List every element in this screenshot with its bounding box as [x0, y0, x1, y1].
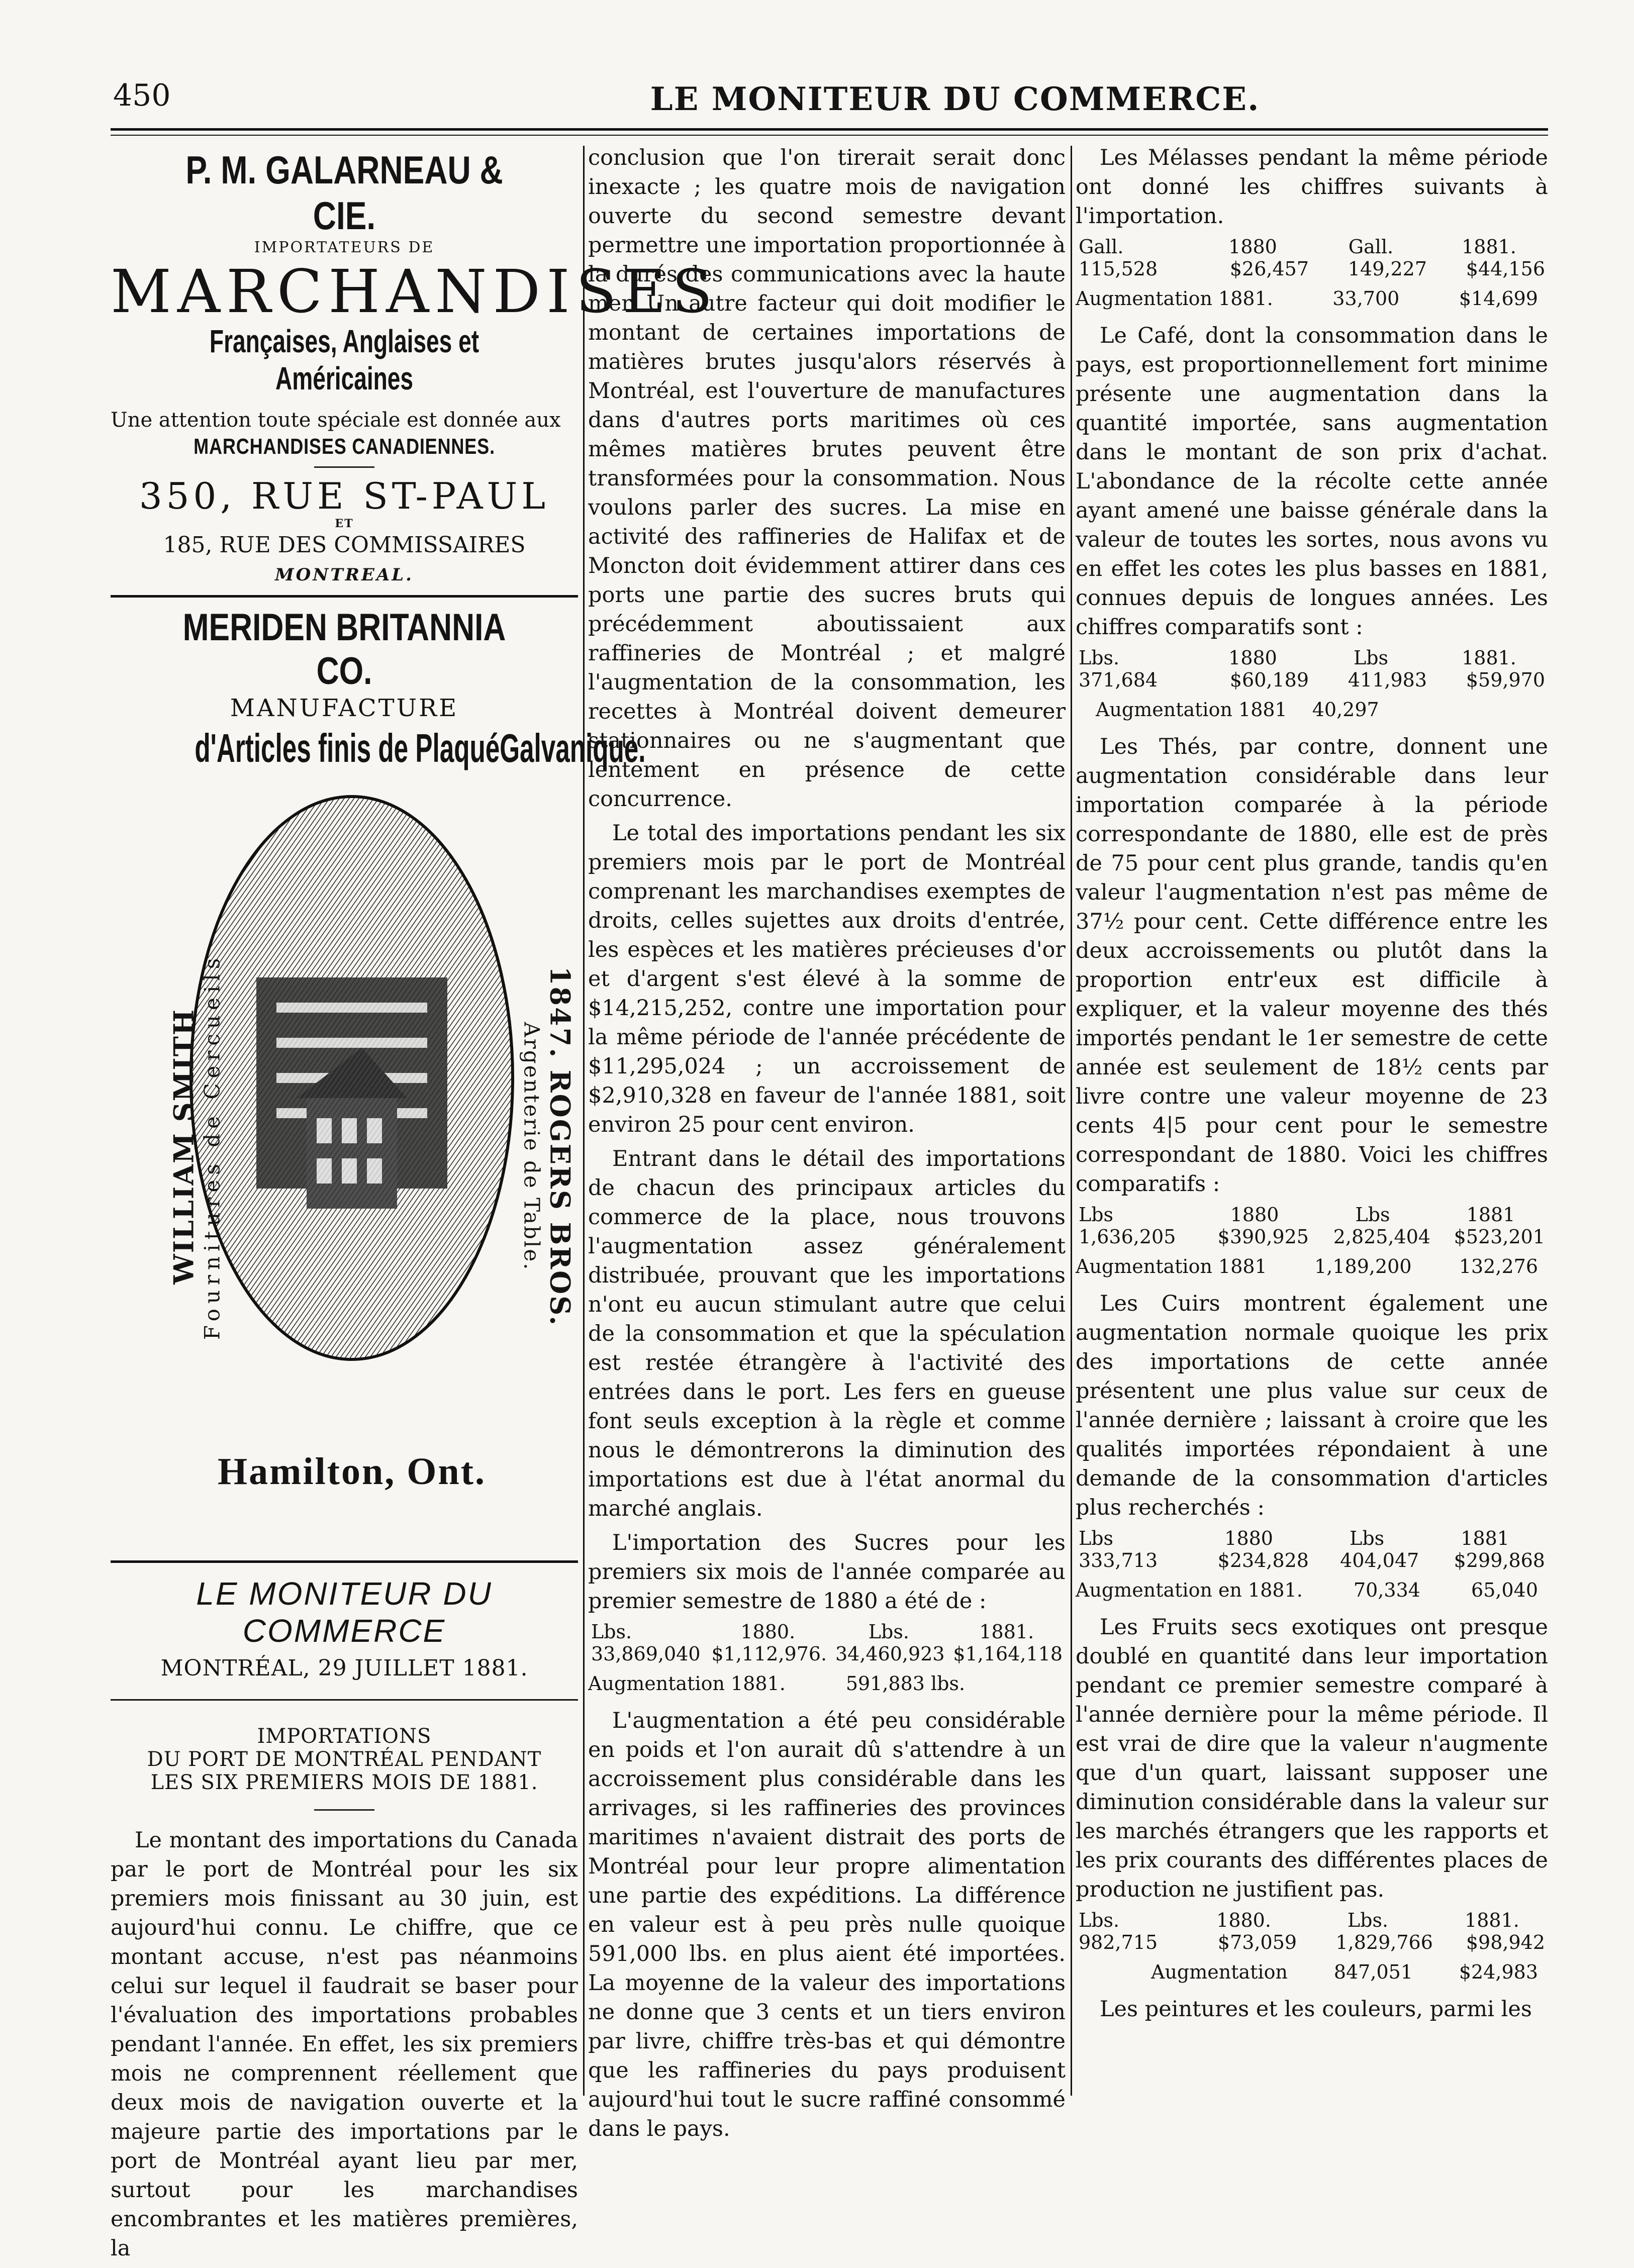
page-number: 450	[113, 78, 171, 113]
column-3	[1076, 143, 1548, 2029]
galarneau-ad	[111, 147, 719, 598]
attention-text: Une attention toute spéciale est donnée aux	[111, 409, 561, 432]
table-cell: 1880.	[1216, 1909, 1271, 1931]
table-row	[1076, 669, 1548, 691]
sugar-augmentation	[588, 1669, 1066, 1698]
table-cell: $98,942	[1466, 1931, 1545, 1953]
rogers-side	[520, 845, 576, 1448]
table-row	[1076, 1226, 1548, 1248]
table-cell: 1880	[1228, 236, 1277, 258]
table-cell: 33,869,040	[591, 1643, 701, 1665]
paragraph: Les Thés, par contre, donnent une augmentation considérable dans leur importation comparée à la période correspondante de 1880, elle est de près de 75 pour cent plus grande, tandis qu'en valeur l'augmentation n'est pas même de 37½ pour cent. Cette différence entre les deux accroissements ou plutôt dans la proportion entr'eux est difficile à expliquer, et la valeur moyenne des thés importés pendant le 1er semestre de cette année est seulement de 18½ cents par livre contre une valeur moyenne de 23 cents 4|5 pour cent pour le semestre correspondant de 1880. Voici les chiffres comparatifs :	[1076, 734, 1548, 1197]
table-cell: Lbs.	[1079, 1909, 1120, 1931]
column-rule-2	[1071, 146, 1072, 2096]
table-cell: Lbs	[1355, 1204, 1390, 1226]
william-smith-desc: Fournitures de Cercueils	[200, 953, 225, 1340]
table-cell: 371,684	[1079, 669, 1158, 691]
paragraph: Les Fruits secs exotiques ont presque doublé en quantité dans leur importation pendant ce premier semestre comparé à l'année dernière pour la même période. Il est vrai de dire que la valeur n'augmente que d'un quart, laissant supposer une diminution considérable dans la valeur sur les marchés étrangers que les rapports et les prix courants des différentes places de production ne justifient pas.	[1076, 1615, 1548, 1902]
molasses-table	[1076, 236, 1548, 280]
table-row	[1076, 1549, 1548, 1571]
table-cell: 1,829,766	[1335, 1931, 1433, 1953]
table-cell: Lbs.	[591, 1621, 632, 1643]
address-et: ET	[335, 517, 354, 530]
marchandises-heading: MARCHANDISES	[111, 257, 719, 326]
header-rule	[111, 128, 1548, 131]
table-row	[588, 1643, 1066, 1665]
heading-line-1: IMPORTATIONS	[257, 1725, 432, 1748]
table-cell: 1881	[1461, 1527, 1509, 1549]
paragraph: Le total des importations pendant les six premiers mois par le port de Montréal comprenant les marchandises exemptes de droits, celles sujettes aux droits d'entrée, les espèces et les matières précieuses d'or et d'argent s'est élevé à la somme de $14,215,252, contre une importation pour la même période de l'année précédente de $11,295,024 ; un accroissement de $2,910,328 en faveur de l'année 1881, soit environ 25 pour cent environ.	[588, 821, 1066, 1137]
meriden-company: MERIDEN BRITANNIA CO.	[182, 606, 506, 693]
table-row	[1076, 236, 1548, 258]
paragraph: Les peintures et les couleurs, parmi les	[1100, 1997, 1532, 2022]
header-rule-thin	[111, 135, 1548, 136]
article-col1-text	[111, 1826, 578, 2263]
meriden-ad	[111, 606, 646, 771]
table-cell: Gall.	[1079, 236, 1124, 258]
table-cell: $299,868	[1454, 1549, 1545, 1571]
column-2	[588, 143, 1066, 2148]
sugar-table	[588, 1621, 1066, 1665]
paragraph: Entrant dans le détail des importations de chacun des principaux articles du commerce de la place, nous trouvons l'augmentation assez généralement distribuée, prouvant que les importations n'ont eu aucun stimulant autre que celui de la consommation et que la spéculation est restée étrangère à l'activité des entrées dans le port. Les fers en gueuse font seuls exception à la règle et comme nous le démontrerons la diminution des importations est due à l'état anormal du marché anglais.	[588, 1146, 1066, 1521]
table-cell: $44,156	[1466, 258, 1545, 280]
table-cell: 982,715	[1079, 1931, 1158, 1953]
table-cell: 1880	[1224, 1527, 1273, 1549]
aug-label: Augmentation 1881.	[588, 1672, 786, 1695]
paragraph: Le montant des importations du Canada par le port de Montréal pour les six premiers mois finissant au 30 juin, est aujourd'hui connu. Le chiffre, que ce montant accuse, n'est pas néanmoins celui sur lequel il faudrait se baser pour l'évaluation des importations probables pendant l'année. En effet, les six premiers mois ne comprennent réellement que deux mois de navigation ouverte et la majeure partie des importations par le port de Montréal ayant lieu par mer, surtout pour les marchandises encombrantes et les matières premières, la	[111, 1828, 578, 2261]
aug-value: $14,699	[1459, 287, 1538, 310]
aug-value: 33,700	[1332, 287, 1400, 310]
column-rule-1	[583, 146, 585, 2096]
hamilton-city: Hamilton, Ont.	[218, 1450, 486, 1493]
aug-label: Augmentation 1881	[1076, 1255, 1267, 1277]
table-cell: 34,460,923	[835, 1643, 945, 1665]
coffee-augmentation	[1076, 695, 1548, 724]
table-row	[588, 1621, 1066, 1643]
paragraph: Le Café, dont la consommation dans le pays, est proportionnellement fort minime présente une augmentation dans la quantité importée, sans augmentation dans le montant de son prix d'achat. L'abondance de la récolte cette année ayant amené une baisse générale dans la valeur de toutes les sortes, nous avons vu en effet les cotes les plus basses en 1881, connues depuis de longues années. Les chiffres comparatifs sont :	[1076, 323, 1548, 640]
aug-value: 65,040	[1471, 1579, 1538, 1601]
table-cell: 1881	[1466, 1204, 1515, 1226]
table-cell: Lbs.	[1347, 1909, 1389, 1931]
table-cell: Lbs.	[868, 1621, 909, 1643]
leather-table	[1076, 1527, 1548, 1571]
table-cell: 2,825,404	[1333, 1226, 1431, 1248]
william-smith-name: WILLIAM SMITH	[167, 1009, 200, 1285]
section-rule	[111, 1560, 578, 1563]
paper-date: MONTRÉAL, 29 JUILLET 1881.	[160, 1655, 528, 1681]
table-row	[1076, 1931, 1548, 1953]
table-cell: 1881.	[1465, 1909, 1519, 1931]
rogers-bros-name: 1847. ROGERS BROS.	[544, 966, 576, 1327]
aug-label: Augmentation en 1881.	[1076, 1579, 1303, 1601]
table-cell: 1,636,205	[1079, 1226, 1176, 1248]
table-cell: 149,227	[1348, 258, 1427, 280]
table-row	[1076, 1909, 1548, 1931]
table-cell: 333,713	[1079, 1549, 1158, 1571]
table-cell: $59,970	[1466, 669, 1545, 691]
table-row	[1076, 1204, 1548, 1226]
table-cell: 1881.	[1462, 647, 1516, 669]
ad-city: MONTREAL.	[275, 565, 414, 585]
table-cell: Lbs	[1353, 647, 1389, 669]
aug-value: 132,276	[1459, 1255, 1538, 1277]
product-line: d'Articles finis de PlaquéGalvanique.	[195, 726, 646, 770]
table-cell: $60,189	[1229, 669, 1309, 691]
table-cell: Gall.	[1348, 236, 1394, 258]
table-cell: 1880.	[740, 1621, 796, 1643]
table-cell: $390,925	[1217, 1226, 1309, 1248]
leather-augmentation	[1076, 1575, 1548, 1605]
paragraph: L'importation des Sucres pour les premiers six mois de l'année comparée au premier semestre de 1880 a été de :	[588, 1530, 1066, 1614]
paragraph: L'augmentation a été peu considérable en poids et l'on aurait dû s'attendre à un accroissement plus considérable dans les arrivages, si les raffineries des provinces maritimes n'avaient distrait des ports de Montréal pour leur propre alimentation une partie des expéditions. La différence en valeur est à peu près nulle quoique 591,000 lbs. en plus aient été importées. La moyenne de la valeur des importations ne donne que 3 cents et un tiers environ par livre, chiffre très-bas et qui démontre que les raffineries du pays produisent aujourd'hui tout le sucre raffiné consommé dans le pays.	[588, 1708, 1066, 2141]
rogers-bros-desc: Argenterie de Table.	[519, 1022, 544, 1271]
table-cell: 1880	[1230, 1204, 1279, 1226]
table-cell: 115,528	[1079, 258, 1158, 280]
heading-line-2: DU PORT DE MONTRÉAL PENDANT	[147, 1748, 542, 1771]
aug-value: 40,297	[1312, 699, 1379, 721]
table-row	[1076, 647, 1548, 669]
table-cell: Lbs.	[1079, 647, 1120, 669]
tea-augmentation	[1076, 1252, 1548, 1281]
table-row	[1076, 1527, 1548, 1549]
address-commissaires: 185, RUE DES COMMISSAIRES	[163, 532, 526, 558]
aug-value: $24,983	[1459, 1961, 1538, 1983]
table-cell: $1,112,976.	[711, 1643, 827, 1665]
table-cell: $234,828	[1217, 1549, 1309, 1571]
table-cell: $1,164,118	[953, 1643, 1063, 1665]
origins-line: Françaises, Anglaises et Américaines	[209, 323, 479, 397]
heading-line-3: LES SIX PREMIERS MOIS DE 1881.	[150, 1771, 538, 1794]
article-heading	[111, 1725, 578, 1794]
aug-value: 591,883 lbs.	[845, 1672, 966, 1695]
aug-label: Augmentation 1881.	[1076, 287, 1273, 310]
table-cell: 1881.	[1462, 236, 1516, 258]
paragraph: Les Cuirs montrent également une augmentation normale quoique les prix des importations de cette année présentent une plus value sur ceux de l'année dernière ; laissant à croire que les qualités importées répondaient à une demande de la consommation d'articles plus recherchés :	[1076, 1291, 1548, 1520]
paragraph: conclusion que l'on tirerait serait donc inexacte ; les quatre mois de navigation ouverte du second semestre devant permettre une importation proportionnée à la durés des communications avec la haute mer. Un autre facteur qui doit modifier le montant de certaines importations de matières brutes jusqu'alors réservés à Montréal, est l'ouverture de manufactures dans d'autres ports maritimes où ces mêmes matières brutes peuvent être transformées pour la consommation. Nous voulons parler des sucres. La mise en activité des raffineries de Halifax et de Moncton doit évidemment attirer dans ces ports une partie des sucres bruts qui précédemment aboutissaient aux raffineries de Montréal ; et malgré l'augmentation de la consommation, les recettes à Montréal doivent demeurer stationnaires ou ne s'augmentant que lentement en présence de cette concurrence.	[588, 145, 1066, 812]
masthead: LE MONITEUR DU COMMERCE.	[650, 80, 1260, 118]
coffee-table	[1076, 647, 1548, 691]
fruit-augmentation	[1076, 1957, 1548, 1987]
manufacture-label: MANUFACTURE	[230, 694, 459, 722]
fruit-table	[1076, 1909, 1548, 1953]
table-cell: $523,201	[1454, 1226, 1545, 1248]
william-smith-side	[168, 845, 225, 1448]
importers-label: IMPORTATEURS DE	[254, 239, 435, 256]
galarneau-company: P. M. GALARNEAU & CIE.	[185, 148, 503, 238]
table-row	[1076, 258, 1548, 280]
address-st-paul: 350, RUE ST-PAUL	[139, 475, 550, 517]
paragraph: Les Mélasses pendant la même période ont donné les chiffres suivants à l'importation.	[1076, 145, 1548, 229]
ad-rule	[111, 595, 578, 598]
paper-title: LE MONITEUR DU COMMERCE	[196, 1575, 493, 1649]
molasses-augmentation	[1076, 284, 1548, 313]
heading-divider	[314, 1809, 374, 1811]
table-cell: Lbs	[1350, 1527, 1385, 1549]
date-rule	[111, 1699, 578, 1701]
factory-engraving	[126, 766, 578, 1520]
table-cell: 1880	[1228, 647, 1277, 669]
aug-value: 847,051	[1333, 1961, 1413, 1983]
table-cell: 1881.	[979, 1621, 1034, 1643]
table-cell: 411,983	[1348, 669, 1427, 691]
table-cell: Lbs	[1079, 1204, 1114, 1226]
tea-table	[1076, 1204, 1548, 1248]
table-cell: $73,059	[1217, 1931, 1297, 1953]
aug-value: 1,189,200	[1314, 1255, 1412, 1277]
aug-label: Augmentation	[1151, 1961, 1288, 1983]
aug-label: Augmentation 1881	[1096, 699, 1287, 721]
table-cell: 404,047	[1340, 1549, 1419, 1571]
canadiennes-line: MARCHANDISES CANADIENNES.	[194, 434, 495, 459]
table-cell: Lbs	[1079, 1527, 1114, 1549]
aug-value: 70,334	[1353, 1579, 1420, 1601]
ad-divider	[314, 466, 374, 468]
table-cell: $26,457	[1229, 258, 1309, 280]
article-header	[111, 1560, 578, 2268]
